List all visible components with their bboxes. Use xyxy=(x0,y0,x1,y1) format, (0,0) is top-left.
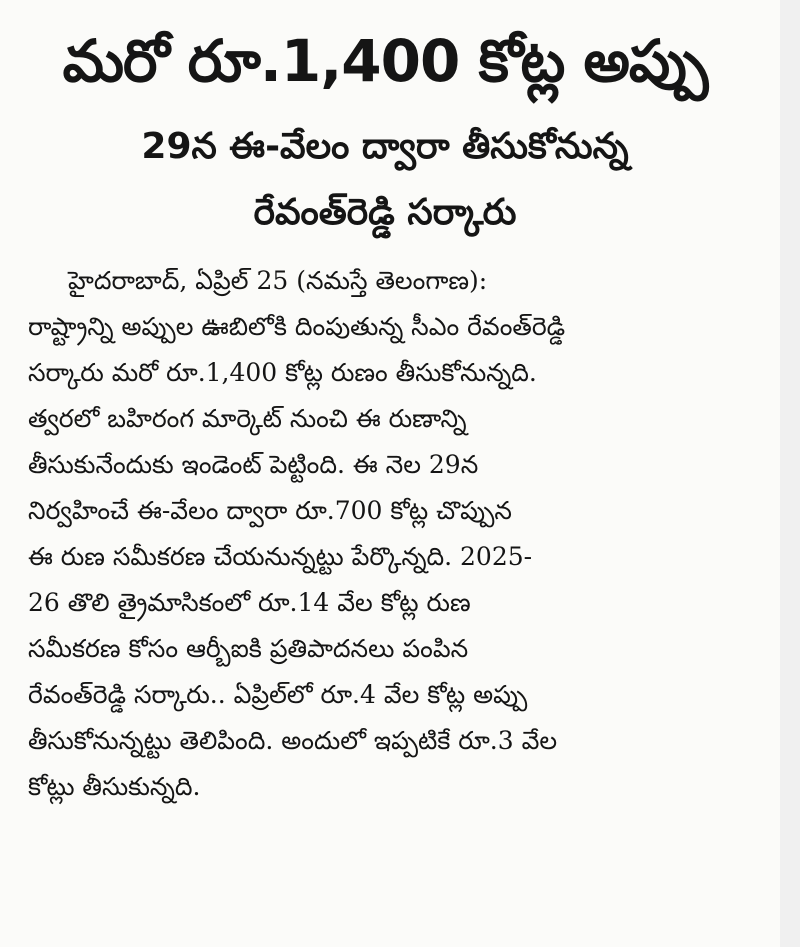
body-line: సర్కారు మరో రూ.1,400 కోట్ల రుణం తీసుకోనున్నది. xyxy=(28,358,537,387)
dateline: హైదరాబాద్, ఏప్రిల్ 25 (నమస్తే తెలంగాణ): xyxy=(68,266,488,295)
body-line: ఈ రుణ సమీకరణ చేయనున్నట్టు పేర్కొన్నది. 2025- xyxy=(28,542,533,571)
article-body xyxy=(28,258,742,810)
body-line: తీసుకోనున్నట్టు తెలిపింది. అందులో ఇప్పటికే రూ.3 వేల xyxy=(28,726,558,755)
body-line: తీసుకునేందుకు ఇండెంట్ పెట్టింది. ఈ నెల 29న xyxy=(28,450,479,479)
subheading-line-1: 29న ఈ-వేలం ద్వారా తీసుకోనున్న xyxy=(141,126,629,167)
body-line: రేవంత్‌రెడ్డి సర్కారు.. ఏప్రిల్‌లో రూ.4 వేల కోట్ల అప్పు xyxy=(28,680,528,709)
body-line: రాష్ట్రాన్ని అప్పుల ఊబిలోకి దింపుతున్న సీఎం రేవంత్‌రెడ్డి xyxy=(28,312,566,341)
page-margin xyxy=(780,0,800,947)
headline: మరో రూ.1,400 కోట్ల అప్పు xyxy=(62,27,708,95)
body-line: త్వరలో బహిరంగ మార్కెట్ నుంచి ఈ రుణాన్ని xyxy=(28,404,467,433)
body-line: కోట్లు తీసుకున్నది. xyxy=(28,772,201,801)
body-line: సమీకరణ కోసం ఆర్బీఐకి ప్రతిపాదనలు పంపిన xyxy=(28,634,469,663)
body-line: నిర్వహించే ఈ-వేలం ద్వారా రూ.700 కోట్ల చొప్పున xyxy=(28,496,512,525)
subheading-line-2: రేవంత్‌రెడ్డి సర్కారు xyxy=(253,192,517,233)
body-line: 26 తొలి త్రైమాసికంలో రూ.14 వేల కోట్ల రుణ xyxy=(28,588,471,617)
